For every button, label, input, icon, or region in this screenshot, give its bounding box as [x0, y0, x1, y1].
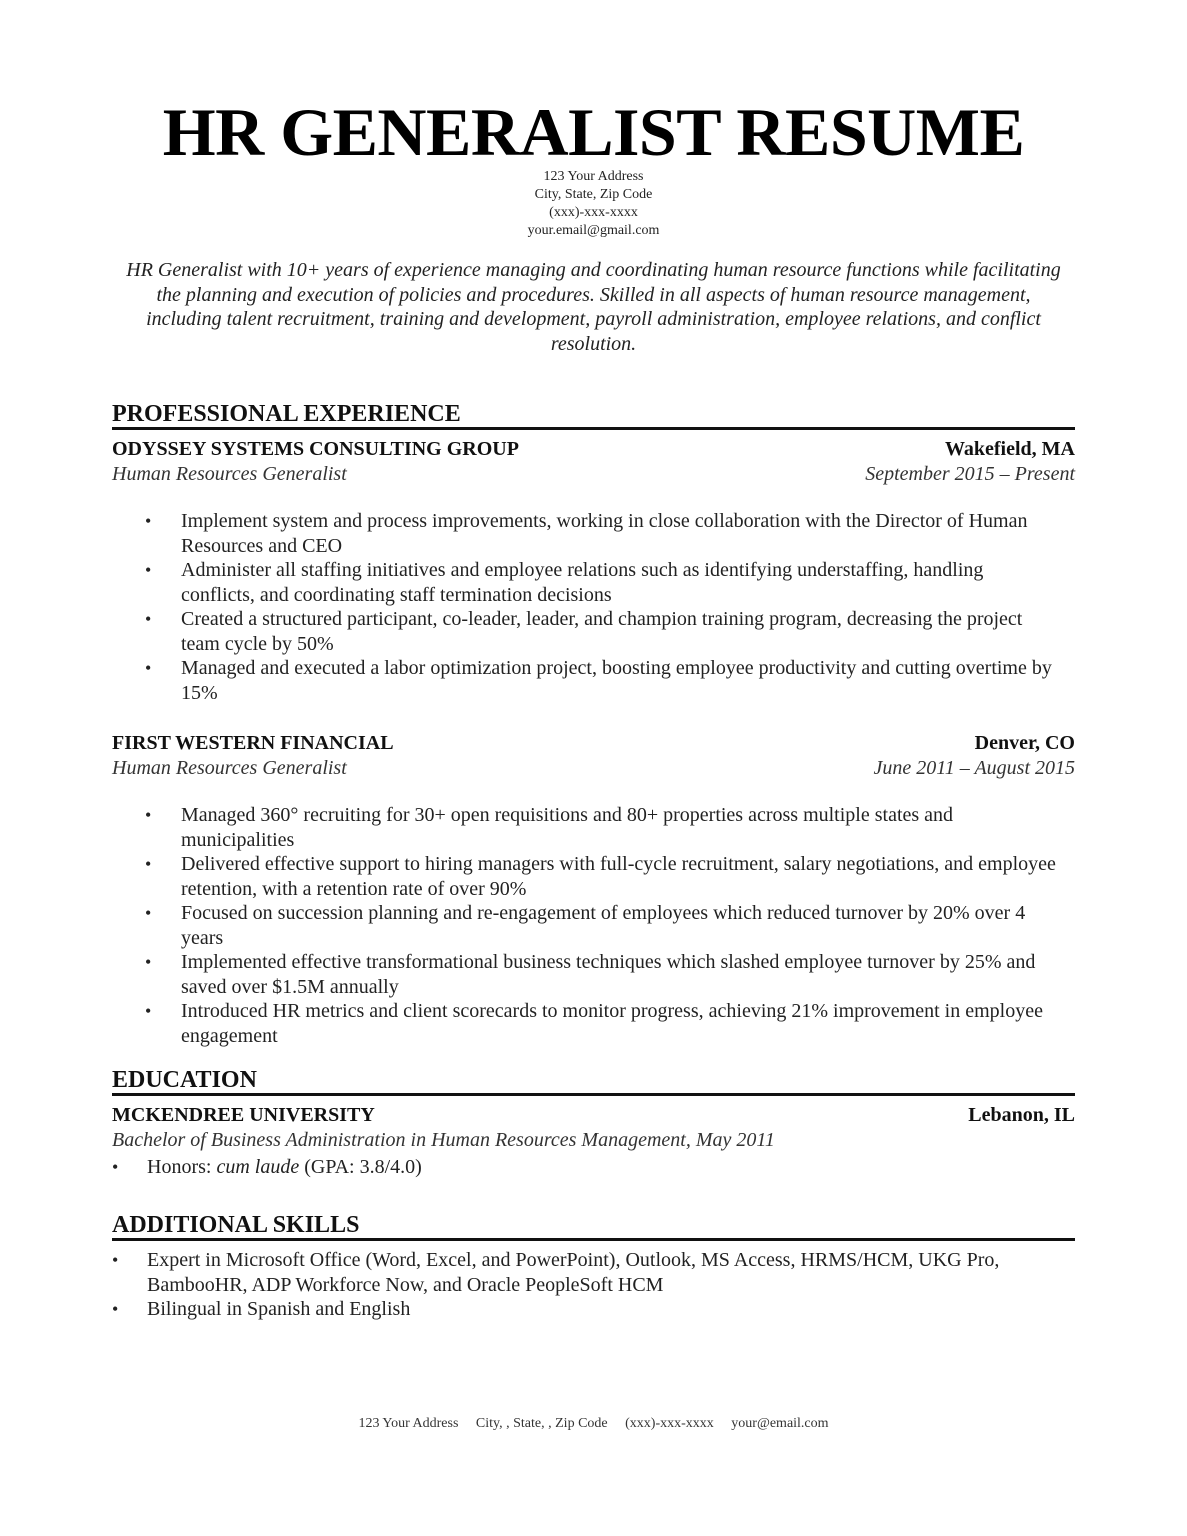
bullet-item: • Administer all staffing initiatives and employee relations such as identifying understaffing, handling conflicts, and coordinating staff termination decisions — [145, 559, 984, 606]
honors-value: cum laude — [216, 1156, 300, 1178]
job-location: Denver, CO — [974, 732, 1075, 754]
job-subheader — [112, 756, 1075, 780]
footer-address: 123 Your Address — [358, 1416, 459, 1431]
job-bullets — [145, 509, 1061, 705]
bullet-item: • Bilingual in Spanish and English — [112, 1298, 411, 1320]
bullet-icon: • — [112, 1299, 119, 1319]
education-degree-row — [112, 1128, 1075, 1152]
bullet-item: • Expert in Microsoft Office (Word, Excel, and PowerPoint), Outlook, MS Access, HRMS/HCM, UKG Pro, BambooHR, ADP Workforce Now, and Oracle PeopleSoft HCM — [112, 1249, 1000, 1296]
bullet-item: • Managed 360° recruiting for 30+ open requisitions and 80+ properties across multiple states and municipalities — [145, 804, 954, 851]
footer-phone: (xxx)-xxx-xxxx — [625, 1416, 714, 1431]
job-dates: June 2011 – August 2015 — [873, 757, 1075, 779]
contact-city-state-zip: City, State, Zip Code — [534, 187, 653, 202]
contact-block — [0, 168, 1187, 240]
footer-email: your@email.com — [731, 1416, 829, 1431]
bullet-item: • Created a structured participant, co-leader, leader, and champion training program, decreasing the project team cycle by 50% — [145, 608, 1023, 655]
bullet-item: • Introduced HR metrics and client scorecards to monitor progress, achieving 21% improvement in employee engagement — [145, 1000, 1043, 1047]
professional-summary: HR Generalist with 10+ years of experience managing and coordinating human resource functions while facilitating the planning and execution of policies and procedures. Skilled in all aspects of human resource management, including talent recruitment, training and development, payroll administration, employee relations, and conflict resolution. — [126, 259, 1061, 355]
contact-email: your.email@gmail.com — [527, 223, 660, 238]
bullet-icon: • — [145, 609, 152, 629]
bullet-item — [112, 1155, 1077, 1180]
degree: Bachelor of Business Administration in Human Resources Management, May 2011 — [112, 1129, 775, 1151]
bullet-icon: • — [145, 952, 152, 972]
company-name: FIRST WESTERN FINANCIAL — [112, 732, 394, 754]
section-heading-experience: PROFESSIONAL EXPERIENCE — [112, 401, 1075, 430]
bullet-icon: • — [145, 560, 152, 580]
school-location: Lebanon, IL — [968, 1104, 1075, 1126]
section-heading-education: EDUCATION — [112, 1067, 1075, 1096]
bullet-icon: • — [145, 511, 152, 531]
job-dates: September 2015 – Present — [865, 463, 1075, 485]
honors-label: Honors: — [147, 1156, 217, 1178]
bullet-icon: • — [145, 854, 152, 874]
job-title: Human Resources Generalist — [112, 463, 347, 485]
bullet-icon: • — [112, 1250, 119, 1270]
job-header — [112, 437, 1075, 461]
bullet-item: • Implement system and process improvements, working in close collaboration with the Director of Human Resources and CEO — [145, 510, 1028, 557]
bullet-icon: • — [145, 805, 152, 825]
bullet-item: • Implemented effective transformational business techniques which slashed employee turnover by 25% and saved over $1.5M annually — [145, 951, 1036, 998]
bullet-icon: • — [145, 658, 152, 678]
job-subheader — [112, 462, 1075, 486]
education-bullets — [112, 1155, 1077, 1180]
job-header — [112, 731, 1075, 755]
bullet-icon: • — [145, 903, 152, 923]
bullet-icon: • — [145, 1001, 152, 1021]
resume-title: HR GENERALIST RESUME — [162, 94, 1025, 170]
skills-bullets — [112, 1248, 1077, 1322]
school-name: MCKENDREE UNIVERSITY — [112, 1104, 375, 1126]
honors-gpa: (GPA: 3.8/4.0) — [299, 1156, 422, 1178]
education-header — [112, 1103, 1075, 1127]
bullet-item: • Delivered effective support to hiring managers with full-cycle recruitment, salary negotiations, and employee retention, with a retention rate of over 90% — [145, 853, 1056, 900]
contact-address: 123 Your Address — [543, 169, 644, 184]
contact-phone: (xxx)-xxx-xxxx — [549, 205, 638, 220]
job-title: Human Resources Generalist — [112, 757, 347, 779]
page-footer — [0, 1416, 1187, 1432]
company-name: ODYSSEY SYSTEMS CONSULTING GROUP — [112, 438, 519, 460]
bullet-item: • Managed and executed a labor optimization project, boosting employee productivity and cutting overtime by 15% — [145, 657, 1052, 704]
job-bullets — [145, 803, 1061, 1048]
bullet-item: • Focused on succession planning and re-engagement of employees which reduced turnover by 20% over 4 years — [145, 902, 1026, 949]
bullet-icon: • — [112, 1157, 119, 1177]
section-heading-skills: ADDITIONAL SKILLS — [112, 1212, 1075, 1241]
job-location: Wakefield, MA — [945, 438, 1075, 460]
footer-city-state-zip: City, , State, , Zip Code — [475, 1416, 608, 1431]
